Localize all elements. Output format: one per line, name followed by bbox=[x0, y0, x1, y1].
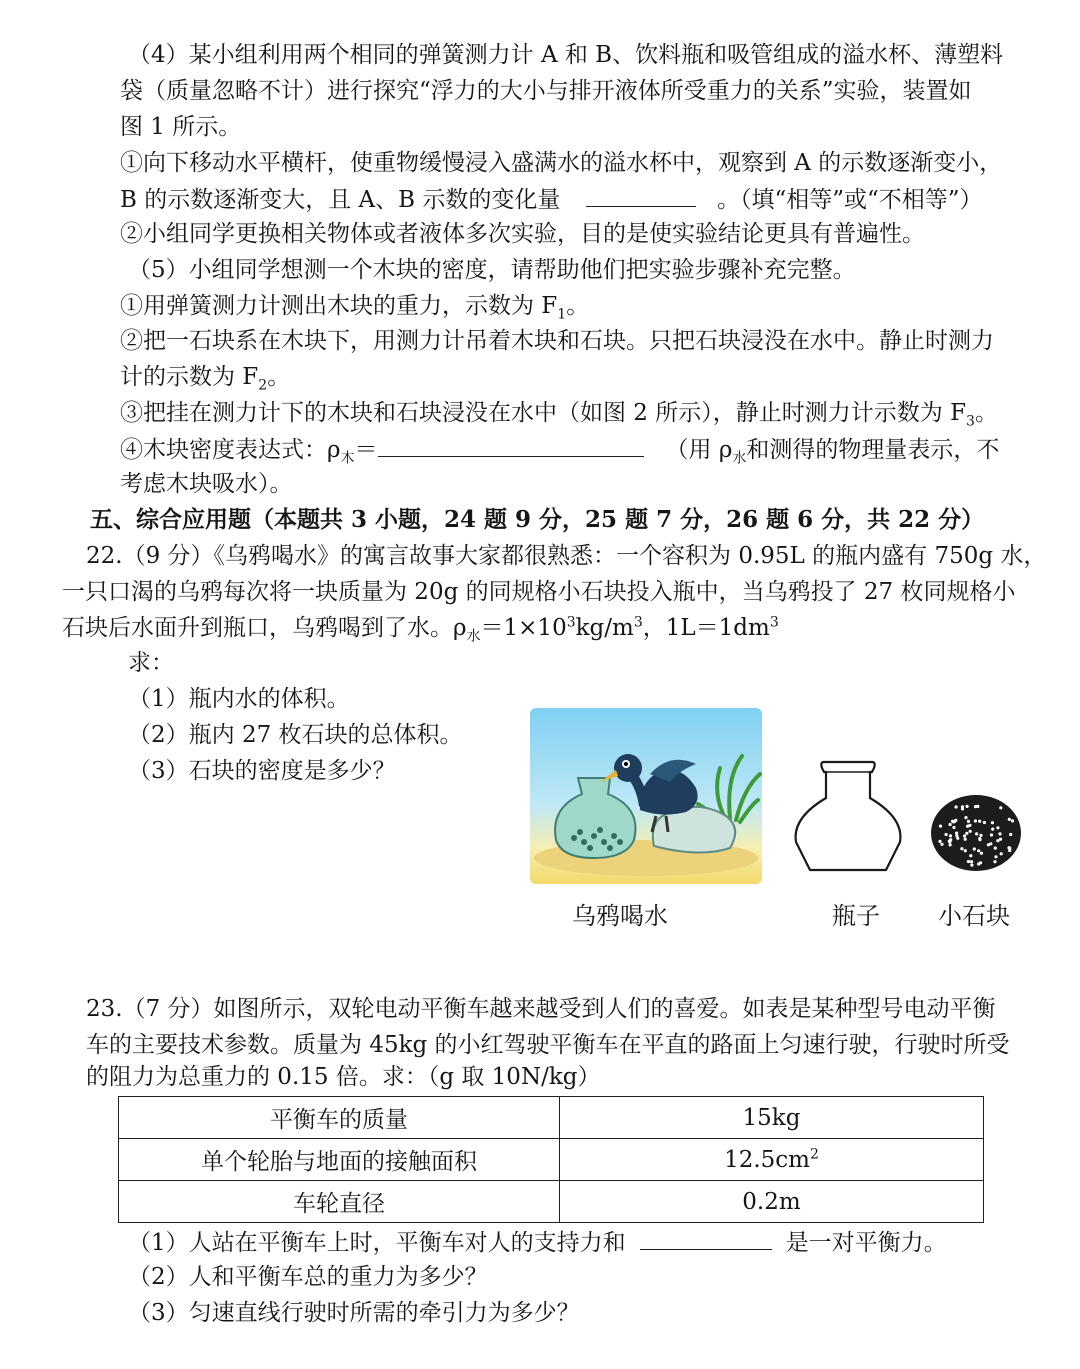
q23-line-3: 的阻力为总重力的 0.15 倍。求：（g 取 10N/kg） bbox=[86, 1064, 601, 1090]
stone-speckle bbox=[1011, 819, 1014, 822]
q5-step-2b-end: 。 bbox=[267, 364, 291, 390]
stone-speckle bbox=[1008, 849, 1011, 852]
stone-speckle bbox=[978, 837, 981, 840]
table-row bbox=[119, 1139, 984, 1181]
q5-step-1-end: 。 bbox=[566, 293, 590, 319]
parameters-table bbox=[118, 1096, 984, 1223]
q4-step-2: ②小组同学更换相关物体或者液体多次实验，目的是使实验结论更具有普遍性。 bbox=[120, 221, 925, 247]
table-cell-label: 平衡车的质量 bbox=[119, 1097, 560, 1139]
table-cell-label: 车轮直径 bbox=[119, 1181, 560, 1223]
stone-speckle bbox=[940, 843, 943, 846]
q23-part-1 bbox=[128, 1227, 947, 1258]
q23-part-3: （3）匀速直线行驶时所需的牵引力为多少？ bbox=[128, 1300, 580, 1326]
q5-step-1 bbox=[120, 291, 589, 321]
stone-speckle bbox=[980, 852, 983, 855]
stone-speckle bbox=[1000, 852, 1003, 855]
q23-line-1: 23.（7 分）如图所示，双轮电动平衡车越来越受到人们的喜爱。如表是某种型号电动平衡 bbox=[86, 996, 996, 1022]
stone-speckle bbox=[955, 832, 958, 835]
stone-speckle bbox=[975, 832, 978, 835]
stone-speckle bbox=[949, 834, 952, 837]
caption-bottle: 瓶子 bbox=[832, 902, 880, 930]
q4-step-1b-pre: B 的示数逐渐变大，且 A、B 示数的变化量 bbox=[120, 187, 561, 213]
q4-step-1a: ①向下移动水平横杆，使重物缓慢浸入盛满水的溢水杯中，观察到 A 的示数逐渐变小， bbox=[120, 150, 1003, 176]
stone-speckle bbox=[945, 833, 948, 836]
q22-exp-1: 3 bbox=[566, 614, 576, 631]
stone-speckle bbox=[979, 861, 982, 864]
stone-speckle bbox=[949, 823, 952, 826]
q23-line-2: 车的主要技术参数。质量为 45kg 的小红驾驶平衡车在平直的路面上匀速行驶，行驶时所受 bbox=[86, 1032, 1010, 1058]
q5-f1-subscript: 1 bbox=[557, 306, 567, 323]
q4-line-1: （4）某小组利用两个相同的弹簧测力计 A 和 B、饮料瓶和吸管组成的溢水杯、薄塑料 bbox=[128, 42, 1004, 68]
stone-speckle bbox=[1008, 818, 1011, 821]
stone-speckle bbox=[983, 821, 986, 824]
stone-speckle bbox=[952, 826, 955, 829]
caption-stones: 小石块 bbox=[938, 902, 1010, 930]
stone-speckle bbox=[970, 864, 973, 867]
stone-speckle bbox=[970, 860, 973, 863]
stone-speckle bbox=[949, 843, 952, 846]
q22-line-3-text: 石块后水面升到瓶口，乌鸦喝到了水。ρ bbox=[62, 615, 467, 641]
stone-speckle bbox=[939, 825, 942, 828]
q5-step-1-text: ①用弹簧测力计测出木块的重力，示数为 F bbox=[120, 293, 558, 319]
crow-drinking-illustration bbox=[530, 708, 762, 884]
q22-liter-def: ，1L＝1dm bbox=[642, 615, 770, 641]
q4-step-1b bbox=[120, 184, 983, 215]
q5-step-4b: 考虑木块吸水）。 bbox=[120, 471, 293, 497]
stone-speckle bbox=[973, 847, 976, 850]
q5-step-2b-text: 计的示数为 F bbox=[120, 364, 259, 390]
stone-speckle bbox=[951, 820, 954, 823]
table-row bbox=[119, 1181, 984, 1223]
stone-speckle bbox=[964, 816, 967, 819]
q22-line-2: 一只口渴的乌鸦每次将一块质量为 20g 的同规格小石块投入瓶中，当乌鸦投了 27 枚同规格小 bbox=[62, 579, 1016, 605]
table-cell-value: 0.2m bbox=[560, 1181, 984, 1223]
q22-ask: 求： bbox=[128, 650, 174, 676]
table-cell-value: 15kg bbox=[560, 1097, 984, 1139]
contact-area-value: 12.5cm bbox=[724, 1146, 810, 1173]
stone-speckle bbox=[994, 855, 997, 858]
q5-density-blank[interactable] bbox=[378, 434, 644, 457]
stone-speckle bbox=[999, 806, 1002, 809]
contact-area-exp: 2 bbox=[809, 1145, 819, 1162]
stone-speckle bbox=[949, 838, 952, 841]
q5-step-4 bbox=[120, 434, 999, 465]
caption-crow-drinking: 乌鸦喝水 bbox=[572, 902, 668, 930]
stone-speckle bbox=[1009, 833, 1012, 836]
q22-line-1: 22.（9 分）《乌鸦喝水》的寓言故事大家都很熟悉：一个容积为 0.95L 的瓶内盛有 750g 水， bbox=[86, 543, 1047, 569]
stone-speckle bbox=[967, 860, 970, 863]
table-cell-label: 单个轮胎与地面的接触面积 bbox=[119, 1139, 560, 1181]
table-row bbox=[119, 1097, 984, 1139]
stone-speckle bbox=[963, 834, 966, 837]
q22-part-1: （1）瓶内水的体积。 bbox=[128, 686, 350, 712]
stone-speckle bbox=[990, 833, 993, 836]
q22-part-3: （3）石块的密度是多少？ bbox=[128, 758, 396, 784]
stone-speckle bbox=[996, 826, 999, 829]
q5-f3-subscript: 3 bbox=[966, 413, 975, 430]
stones-illustration bbox=[928, 792, 1024, 874]
table-cell-value bbox=[560, 1139, 984, 1181]
stone-speckle bbox=[967, 820, 970, 823]
stone-speckle bbox=[965, 832, 968, 835]
q22-exp-2: 3 bbox=[633, 614, 643, 631]
q5-step-4-mid: （用 ρ bbox=[665, 437, 733, 463]
q5-water-subscript: 水 bbox=[732, 450, 747, 467]
stone-speckle bbox=[955, 834, 958, 837]
q5-step-4-end: 和测得的物理量表示，不 bbox=[746, 437, 1000, 463]
stone-speckle bbox=[961, 805, 964, 808]
stone-speckle bbox=[994, 847, 997, 850]
q5-line-1: （5）小组同学想测一个木块的密度，请帮助他们把实验步骤补充完整。 bbox=[128, 257, 856, 283]
stone-speckle bbox=[955, 805, 958, 808]
q5-equals: ＝ bbox=[354, 437, 378, 463]
stone-speckle bbox=[998, 832, 1001, 835]
stone-speckle bbox=[969, 854, 972, 857]
q5-step-3-text: ③把挂在测力计下的木块和石块浸没在水中（如图 2 所示），静止时测力计示数为 F bbox=[120, 400, 967, 426]
q22-density-unit: kg/m bbox=[575, 615, 634, 641]
q23-part-2: （2）人和平衡车总的重力为多少？ bbox=[128, 1264, 488, 1290]
stone-speckle bbox=[996, 839, 999, 842]
q23-part-1-end: 是一对平衡力。 bbox=[785, 1230, 947, 1256]
q5-step-2b bbox=[120, 362, 290, 392]
stone-speckle bbox=[960, 847, 963, 850]
stone-speckle bbox=[977, 849, 980, 852]
stone-speckle bbox=[974, 805, 977, 808]
q4-line-2: 袋（质量忽略不计）进行探究“浮力的大小与排开液体所受重力的关系”实验，装置如 bbox=[120, 78, 972, 104]
q5-step-3-end: 。 bbox=[974, 400, 998, 426]
q4-step-1b-post: 。（填“相等”或“不相等”） bbox=[716, 187, 983, 213]
q23-part-1-text: （1）人站在平衡车上时，平衡车对人的支持力和 bbox=[128, 1230, 626, 1256]
stone-speckle bbox=[964, 849, 967, 852]
q4-answer-blank[interactable] bbox=[586, 184, 696, 207]
stone-speckle bbox=[974, 819, 977, 822]
q22-exp-3: 3 bbox=[769, 614, 779, 631]
q5-f2-subscript: 2 bbox=[258, 377, 268, 394]
q22-density-a: ＝1×10 bbox=[480, 615, 567, 641]
stone-speckle bbox=[969, 830, 972, 833]
section-5-title: 五、综合应用题（本题共 3 小题，24 题 9 分，25 题 7 分，26 题 6 分，共 22 分） bbox=[90, 506, 985, 533]
q5-wood-subscript: 木 bbox=[340, 450, 355, 467]
stone-speckle bbox=[938, 840, 941, 843]
stone-speckle bbox=[991, 828, 994, 831]
stone-speckle bbox=[993, 860, 996, 863]
bottle-illustration bbox=[790, 758, 906, 876]
q23-answer-blank[interactable] bbox=[640, 1227, 772, 1250]
q5-step-3 bbox=[120, 398, 998, 428]
stone-speckle bbox=[966, 805, 969, 808]
stone-speckle bbox=[991, 821, 994, 824]
stone-speckle bbox=[979, 834, 982, 837]
q22-part-2: （2）瓶内 27 枚石块的总体积。 bbox=[128, 722, 463, 748]
q5-step-4-text: ④木块密度表达式：ρ bbox=[120, 437, 341, 463]
q4-line-3: 图 1 所示。 bbox=[120, 114, 242, 140]
q22-line-3 bbox=[62, 613, 779, 643]
stone-speckle bbox=[964, 838, 967, 841]
stone-speckle bbox=[978, 820, 981, 823]
q22-water-subscript: 水 bbox=[466, 628, 481, 645]
q5-step-2a: ②把一石块系在木块下，用测力计吊着木块和石块。只把石块浸没在水中。静止时测力 bbox=[120, 328, 994, 354]
stone-speckle bbox=[966, 825, 969, 828]
stone-speckle bbox=[987, 843, 990, 846]
